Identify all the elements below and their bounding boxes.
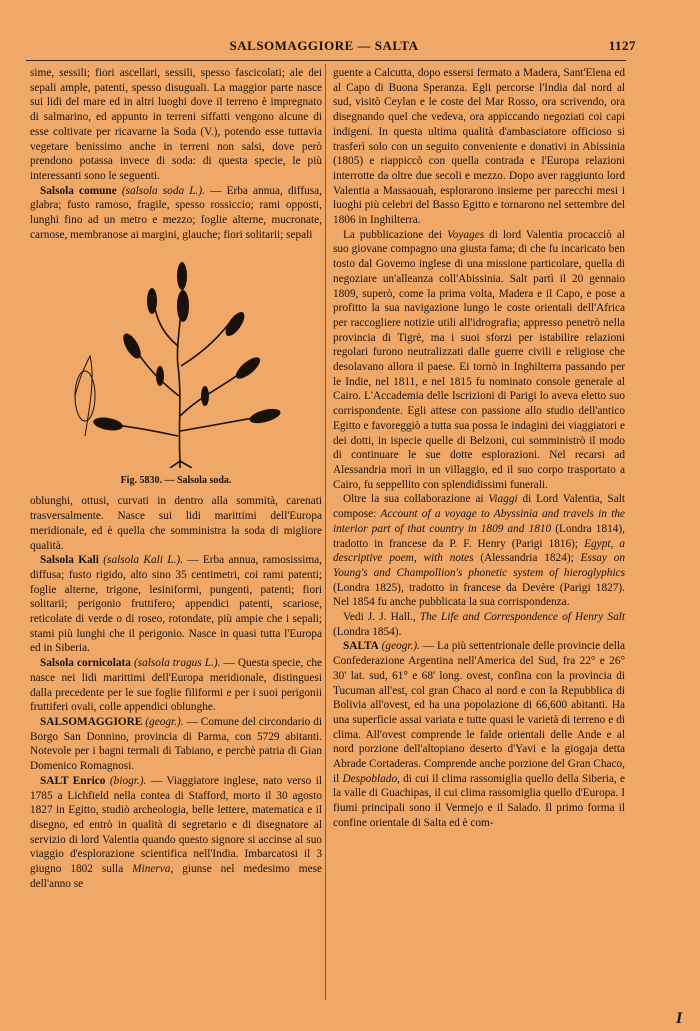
book-title: The Life and Correspondence of Henry Salt — [419, 611, 625, 624]
entry-salsomaggiore — [30, 715, 322, 774]
text-run: Vedi J. J. Hall., — [343, 611, 420, 624]
figure-caption: Fig. 5830. — Salsola soda. — [120, 474, 232, 486]
entry-body-tail: , giunse nel medesimo mese dell'anno se — [30, 863, 322, 890]
left-column — [30, 66, 322, 891]
entry-heading: Salsola comune — [40, 184, 117, 197]
text-run: La pubblicazione dei — [343, 228, 448, 241]
corner-mark: I — [676, 1010, 683, 1027]
entry-body: — La più settentrionale delle provincie della Confederazione Argentina nell'America del Sud, fra 22° e 26° 30' lat. sud, 61° e 68' long. ovest, confina con la provincia di Tucuman all'est, col gran Chaco al nord e con la Repubblica di Bolivia all'ovest, ed ha una popolazione di 66,600 abitanti. Ha una superficie assai variata e tutte quasi le varietà di terreno e di clima. All'ovest comprende le falde orientali delle Ande e al nord porzione dell'altopiano deserto d'Yavi e la giogaja detta Abrade Cortaderas. Comprende anche porzione del Gran Chaco, il — [333, 640, 625, 785]
ship-name: Minerva — [132, 863, 171, 876]
right-column — [333, 66, 625, 831]
text-run: (Londra 1814), tradotto in francese da P. F. Henry (Parigi 1816); — [333, 522, 625, 550]
entry-latin: (biogr.). — [109, 774, 147, 787]
entry-body: — Erba annua, ramosissima, diffusa; fusto rigido, alto sino 35 centimetri, coi rami patenti; foglie alterne, trigone, lesiniformi, pungenti, patenti; fiori solitarii; perigonio fruttifero; appendici patenti, scariose, reticolate di verde o di roseo, rotondate, più ampie che i sepali; stami più lunghi che il perigonio. Nasce in quasi tutta l'Europa ed in Siberia. — [30, 554, 322, 655]
entry-latin: (salsola Kali L.). — [103, 554, 183, 567]
entry-body: — Questa specie, che nasce nei lidi marittimi dell'Europa meridionale, distinguesi dalla precedente per le sue foglie filiformi e per i suoi perigonii fruttiferi ovali, colle appendici oblunghe. — [30, 657, 323, 714]
text-run: di lord Valentia procacciò al suo giovane compagno una giusta fama; di che fu incaricato ben tosto dal Governo inglese di una missione particolare, quella di negoziare un'alleanza coll'Abissinia. Salt partì il 20 gennaio 1809, superò, come la prima volta, Madera e il Capo, e pose a profitto la sua navigazione lungo le coste orientali dell'Africa per raccogliere notizie utili all'idrografia; appresso penetrò nella provincia di Tigrè, ma i suoi sforzi per istabilire relazioni regolari furono neutralizzati dalle guerre civili e religiose che desolavano allora il paese. Ei tornò in Inghilterra passando per le Indie, nel 1811, e nel 1815 fu nominato console generale al Cairo. L'Accademia delle Iscrizioni di Parigi lo aveva eletto suo corrispondente. Egli attese con passione allo studio dell'antico Egitto e favoreggiò a tutta sua possa le indagini dei viaggiatori e dei dotti, in ispecie quelle di Belzoni, cui somministrò il modo di continuare le sue dotte esplorazioni. Nel recarsi ad Alessandria morì in un villaggio, ed il suo corpo trasportato a Cairo, fu seppellito con splendidissimi funerali. — [333, 228, 625, 491]
paragraph — [333, 610, 625, 639]
entry-latin: (geogr.). — [381, 640, 420, 653]
entry-heading: SALT Enrico — [40, 774, 106, 787]
entry-salsola-comune — [30, 184, 322, 243]
text-run: (Londra 1825), tradotto in francese da Devère (Parigi 1827). Nel 1854 fu anche pubblicata la sua corrispondenza. — [333, 581, 625, 609]
book-title: Essay on Young's and Champollion's phonetic system of hieroglyphics — [333, 552, 625, 579]
entry-salsola-cornicolata — [30, 656, 322, 715]
column-divider — [325, 64, 326, 1000]
running-title: SALSOMAGGIORE — SALTA — [229, 38, 419, 53]
paragraph — [333, 492, 625, 610]
page-header — [18, 38, 636, 58]
entry-heading: Salsola cornicolata — [40, 657, 131, 670]
paragraph: oblunghi, ottusi, curvati in dentro alla sommità, carenati trasversalmente. Nasce sui lidi marittimi dell'Europa meridionale, ed è quella che somministra la soda di migliore qualità. — [30, 495, 322, 552]
figure-salsola-soda — [30, 246, 322, 488]
book-title: Egypt, a descriptive poem, with notes — [333, 537, 625, 565]
place-name: Despoblado — [342, 772, 398, 785]
paragraph: guente a Calcutta, dopo essersi fermato a Madera, Sant'Elena ed al Capo di Buona Speranza. Egli percorse l'India dal nord al sud, visitò Ceylan e le coste del Mar Rosso, ora scrivendo, ora disegnando quel che vedeva, ora appiccando negoziati coi capi indigeni. In questa ultima qualità d'ambasciatore officioso si trasferì solo con un seguito conveniente e donativi in Abissinia (1805) e riappiccò con quella contrada e l'Europa relazioni interrotte da oltre due secoli e mezzo. Dopo aver raggiunto lord Valentia a Massaouah, esplorarono insieme per parecchi mesi i luoghi più celebri del Basso Egitto e tornarono nel settembre del 1806 in Inghilterra. — [333, 67, 625, 227]
book-title: Voyages — [447, 228, 485, 241]
entry-body: — Viaggiatore inglese, nato verso il 1785 a Lichfield nella contea di Stafford, morto il 30 agosto 1827 in Egitto, studiò archeologia, belle lettere, matematica e il disegno, ed entrò in qualità di segretario e di disegnatore al servizio di lord Valentia quando questo signore si accinse al suo viaggio d'esplorazione scientifica nell'India. Imbarcatosi il 3 giugno 1802 sulla — [30, 774, 323, 876]
entry-heading: SALSOMAGGIORE — [40, 715, 143, 728]
book-title: Account of a voyage to Abyssinia and travels in the interior part of that country in 1809 and 1810 — [333, 508, 625, 535]
entry-heading: Salsola Kali — [40, 554, 99, 567]
entry-body-tail: , di cui il clima rassomiglia quello della Siberia, e la valle di Guachipas, il cui clima rassomiglia quello d'Europa. I fiumi principali sono il Vermejo e il Salado. Il primo forma il confine orientale di Salta ed è com- — [333, 772, 625, 829]
entry-heading: SALTA — [343, 640, 379, 653]
page-number: 1127 — [608, 38, 636, 53]
entry-latin: (geogr.). — [145, 715, 184, 728]
text-run: (Londra 1854). — [333, 625, 402, 638]
paragraph: sime, sessili; fiori ascellari, sessili, spesso fascicolati; ale dei sepali ample, patenti, spesso disuguali. La maggior parte nasce sui lidi del mare ed in altri luoghi dove il terreno è impregnato di salmarino, ed appunto in terreni siffatti vengono alcune di esse coltivate per ricavarne la Soda (V.), potendo esse tuttavia vegetare benissimo anche in terreni non salsi, dove però prendono potassa invece di soda: di questa specie, le più interessanti sono le seguenti. — [30, 67, 322, 182]
entry-salt-enrico — [30, 774, 322, 892]
entry-latin: (salsola tragus L.). — [133, 657, 221, 670]
text-run: (Alessandria 1824); — [473, 552, 581, 565]
paragraph — [333, 228, 625, 493]
text-run: di Lord Valentia, Salt compose: — [333, 493, 625, 521]
text-run: Oltre la sua collaborazione ai — [343, 493, 489, 506]
entry-body: — Comune del circondario di Borgo San Donnino, provincia di Parma, con 5729 abitanti. Notevole per i bagni termali di Tabiano, e perchè patria di Gian Domenico Romagnosi. — [30, 715, 322, 773]
book-title: Viaggi — [488, 493, 518, 506]
entry-body: — Erba annua, diffusa, glabra; fusto ramoso, fragile, spesso rossiccio; rami opposti, lunghi fino ad un metro e mezzo; foglie alterne, mucronate, carnose, membranose ai margini, glauche; fiori solitarii; sepali — [30, 184, 322, 241]
entry-latin: (salsola soda L.). — [121, 184, 205, 197]
entry-salsola-kali — [30, 553, 322, 656]
plant-illustration — [60, 246, 290, 468]
entry-salta — [333, 639, 625, 830]
header-rule — [26, 60, 626, 61]
